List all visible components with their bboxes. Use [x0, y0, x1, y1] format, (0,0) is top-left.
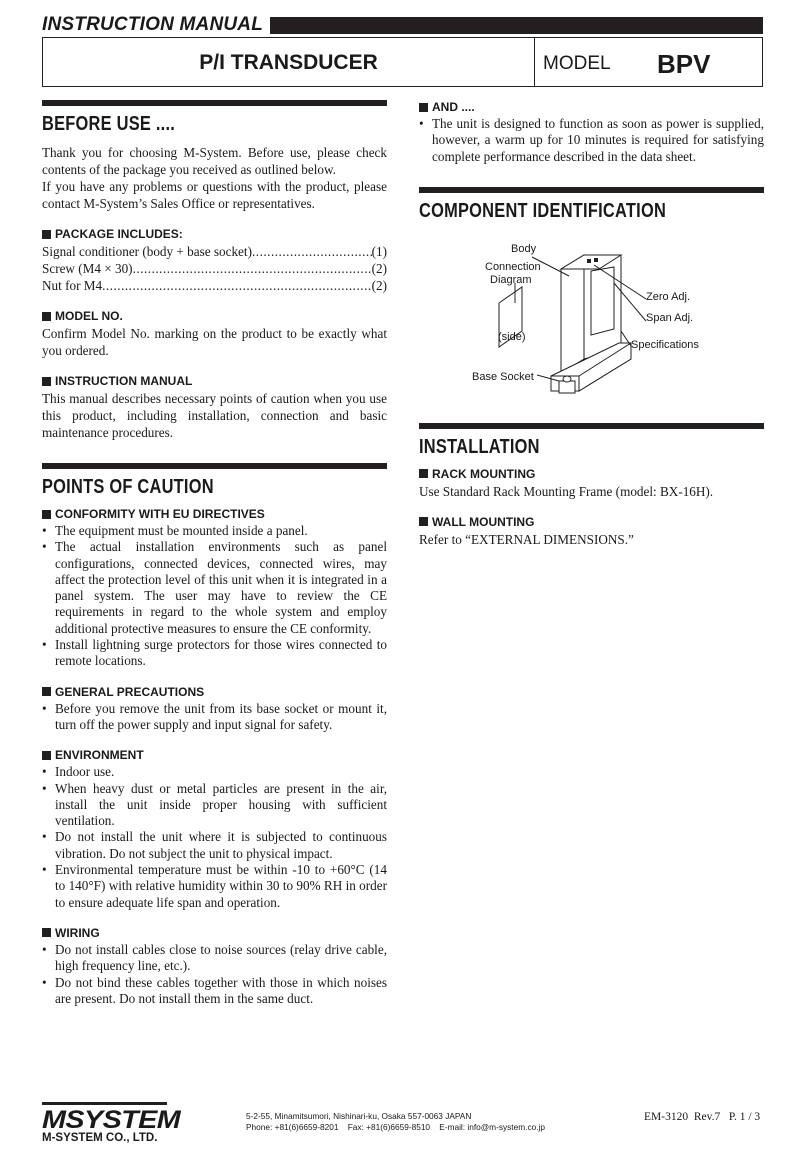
list-item: • Do not bind these cables together with those in which noises are present. Do not install them in the same duct. [42, 975, 387, 1008]
square-bullet-icon [419, 103, 428, 112]
label-side: (side) [498, 330, 526, 343]
model-label: MODEL [543, 53, 611, 74]
title-box [42, 37, 763, 87]
square-bullet-icon [42, 377, 51, 386]
address-line: 5-2-55, Minamitsumori, Nishinari-ku, Osaka 557-0063 JAPAN [246, 1111, 472, 1121]
wiring-heading: WIRING [42, 926, 387, 940]
model-no-heading: MODEL NO. [42, 309, 387, 323]
instruction-manual-text: This manual describes necessary points of caution when you use this product, including installation, connection and basic maintenance procedures. [42, 391, 387, 440]
general-list [42, 701, 387, 734]
list-item: • Install lightning surge protectors for those wires connected to remote locations. [42, 637, 387, 670]
package-item: Nut for M4 ..... (2) [42, 277, 387, 294]
before-use-title: BEFORE USE .... [42, 113, 176, 135]
general-heading: GENERAL PRECAUTIONS [42, 685, 387, 699]
company-name: M-SYSTEM CO., LTD. [42, 1132, 158, 1144]
caution-title: POINTS OF CAUTION [42, 476, 214, 498]
environment-list [42, 764, 387, 911]
document-reference: EM-3120 Rev.7 P. 1 / 3 [644, 1111, 761, 1123]
square-bullet-icon [42, 510, 51, 519]
list-item: • The unit is designed to function as soon as power is supplied, however, a warm up for 10 minutes is required for satisfying complete performance described in the data sheet. [419, 116, 764, 165]
wall-heading: WALL MOUNTING [419, 515, 764, 529]
label-zero-adj: Zero Adj. [646, 290, 691, 303]
wiring-list [42, 942, 387, 1007]
label-diagram: Diagram [490, 273, 532, 286]
label-specifications: Specifications [631, 338, 699, 351]
component-title: COMPONENT IDENTIFICATION [419, 199, 667, 222]
package-item: Screw (M4 × 30) ..... (2) [42, 260, 387, 277]
logo-bar [42, 1102, 167, 1105]
list-item: • Do not install cables close to noise sources (relay drive cable, high frequency line, etc.). [42, 942, 387, 975]
package-heading: PACKAGE INCLUDES: [42, 227, 387, 241]
contact-line: Phone: +81(6)6659-8201 Fax: +81(6)6659-8510 E-mail: info@m-system.co.jp [246, 1122, 545, 1132]
square-bullet-icon [42, 230, 51, 239]
square-bullet-icon [42, 751, 51, 760]
list-item: • Before you remove the unit from its base socket or mount it, turn off the power supply and input signal for safety. [42, 701, 387, 734]
transducer-illustration [419, 231, 764, 401]
installation-title: INSTALLATION [419, 435, 540, 458]
right-column [419, 100, 764, 548]
list-item: • When heavy dust or metal particles are present in the air, install the unit inside proper housing with sufficient ventilation. [42, 781, 387, 830]
label-body: Body [511, 242, 537, 255]
product-name: P/I TRANSDUCER [199, 51, 378, 74]
section-rule [419, 187, 764, 193]
list-item: • Indoor use. [42, 764, 387, 780]
list-item: • The equipment must be mounted inside a panel. [42, 523, 387, 539]
list-item: • Do not install the unit where it is subjected to continuous vibration. Do not subject the unit to physical impact. [42, 829, 387, 862]
label-connection: Connection [485, 260, 541, 273]
square-bullet-icon [42, 312, 51, 321]
title-divider [534, 38, 535, 86]
and-list [419, 116, 764, 165]
square-bullet-icon [42, 928, 51, 937]
left-column [42, 100, 387, 1007]
package-item: Signal conditioner (body + base socket) ..... (1) [42, 243, 387, 260]
model-value: BPV [657, 49, 711, 79]
square-bullet-icon [42, 687, 51, 696]
eu-heading: CONFORMITY WITH EU DIRECTIVES [42, 507, 387, 521]
header-bar [270, 17, 763, 34]
manual-title: INSTRUCTION MANUAL [42, 14, 264, 35]
model-no-text: Confirm Model No. marking on the product to be exactly what you ordered. [42, 326, 387, 358]
section-rule [419, 423, 764, 429]
rack-text: Use Standard Rack Mounting Frame (model: BX-16H). [419, 483, 714, 499]
package-list [42, 243, 387, 294]
instruction-manual-heading: INSTRUCTION MANUAL [42, 374, 387, 388]
square-bullet-icon [419, 469, 428, 478]
label-base-socket: Base Socket [472, 370, 534, 383]
section-rule [42, 463, 387, 469]
and-heading: AND .... [419, 100, 764, 114]
square-bullet-icon [419, 517, 428, 526]
eu-list [42, 523, 387, 670]
section-rule [42, 100, 387, 106]
environment-heading: ENVIRONMENT [42, 748, 387, 762]
label-span-adj: Span Adj. [646, 311, 694, 324]
rack-heading: RACK MOUNTING [419, 467, 764, 481]
company-logo: MSYSTEM [42, 1106, 181, 1134]
list-item: • Environmental temperature must be within -10 to +60°C (14 to 140°F) with relative humidity within 30 to 90% RH in order to ensure adequate life span and operation. [42, 862, 387, 911]
intro-paragraph-1: Thank you for choosing M-System. Before use, please check contents of the package you received as outlined below. [42, 145, 387, 177]
component-diagram [419, 231, 764, 401]
wall-text: Refer to “EXTERNAL DIMENSIONS.” [419, 531, 634, 547]
intro-paragraph-2: If you have any problems or questions with the product, please contact M-System’s Sales Office or representatives. [42, 179, 387, 211]
list-item: • The actual installation environments such as panel configurations, connected devices, connected wires, may affect the protection level of this unit when it is integrated in a panel system. The user may have to review the CE requirements in regard to the whole system and employ additional protective measures to ensure the CE conformity. [42, 539, 387, 637]
company-address [246, 1111, 545, 1133]
